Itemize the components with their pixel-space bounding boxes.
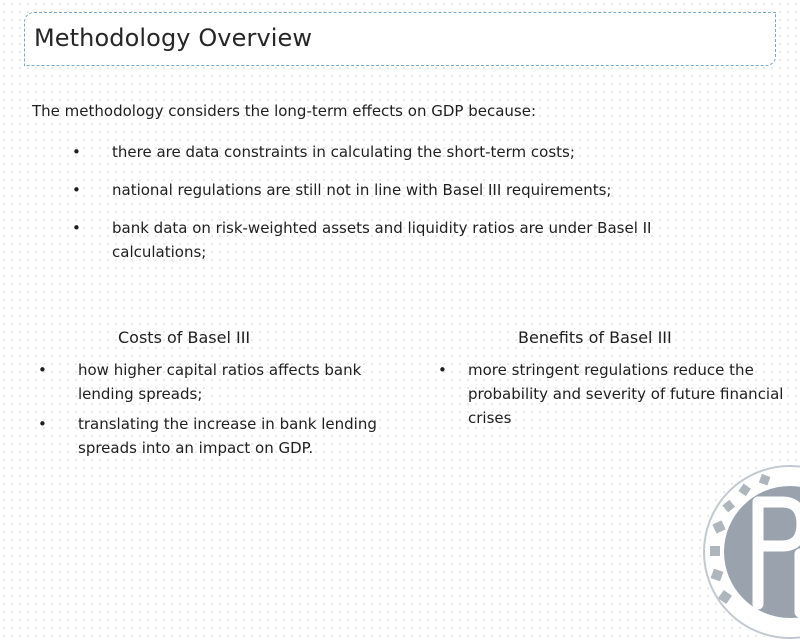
bullet-icon: • bbox=[72, 143, 81, 161]
reason-text: there are data constraints in calculating the short-term costs; bbox=[112, 143, 575, 161]
costs-heading: Costs of Basel III bbox=[118, 328, 251, 347]
list-item bbox=[436, 358, 786, 430]
university-seal-icon bbox=[700, 462, 800, 642]
bullet-icon: • bbox=[38, 361, 47, 379]
bullet-icon: • bbox=[438, 361, 447, 379]
benefits-list bbox=[436, 358, 786, 430]
benefits-heading: Benefits of Basel III bbox=[518, 328, 672, 347]
bullet-icon: • bbox=[72, 181, 81, 199]
benefit-item-text: more stringent regulations reduce the probability and severity of future financial crises bbox=[468, 361, 784, 427]
list-item bbox=[38, 358, 398, 406]
reason-text: national regulations are still not in line with Basel III requirements; bbox=[112, 181, 612, 199]
page-title: Methodology Overview bbox=[34, 24, 313, 52]
cost-item-text: translating the increase in bank lending spreads into an impact on GDP. bbox=[78, 415, 377, 457]
title-box bbox=[24, 12, 776, 66]
intro-text: The methodology considers the long-term effects on GDP because: bbox=[32, 102, 536, 120]
bullet-icon: • bbox=[72, 219, 81, 237]
list-item bbox=[38, 412, 398, 460]
bullet-icon: • bbox=[38, 415, 47, 433]
costs-list bbox=[38, 358, 398, 460]
reason-text: bank data on risk-weighted assets and liquidity ratios are under Basel II calculations; bbox=[112, 219, 652, 261]
cost-item-text: how higher capital ratios affects bank lending spreads; bbox=[78, 361, 362, 403]
